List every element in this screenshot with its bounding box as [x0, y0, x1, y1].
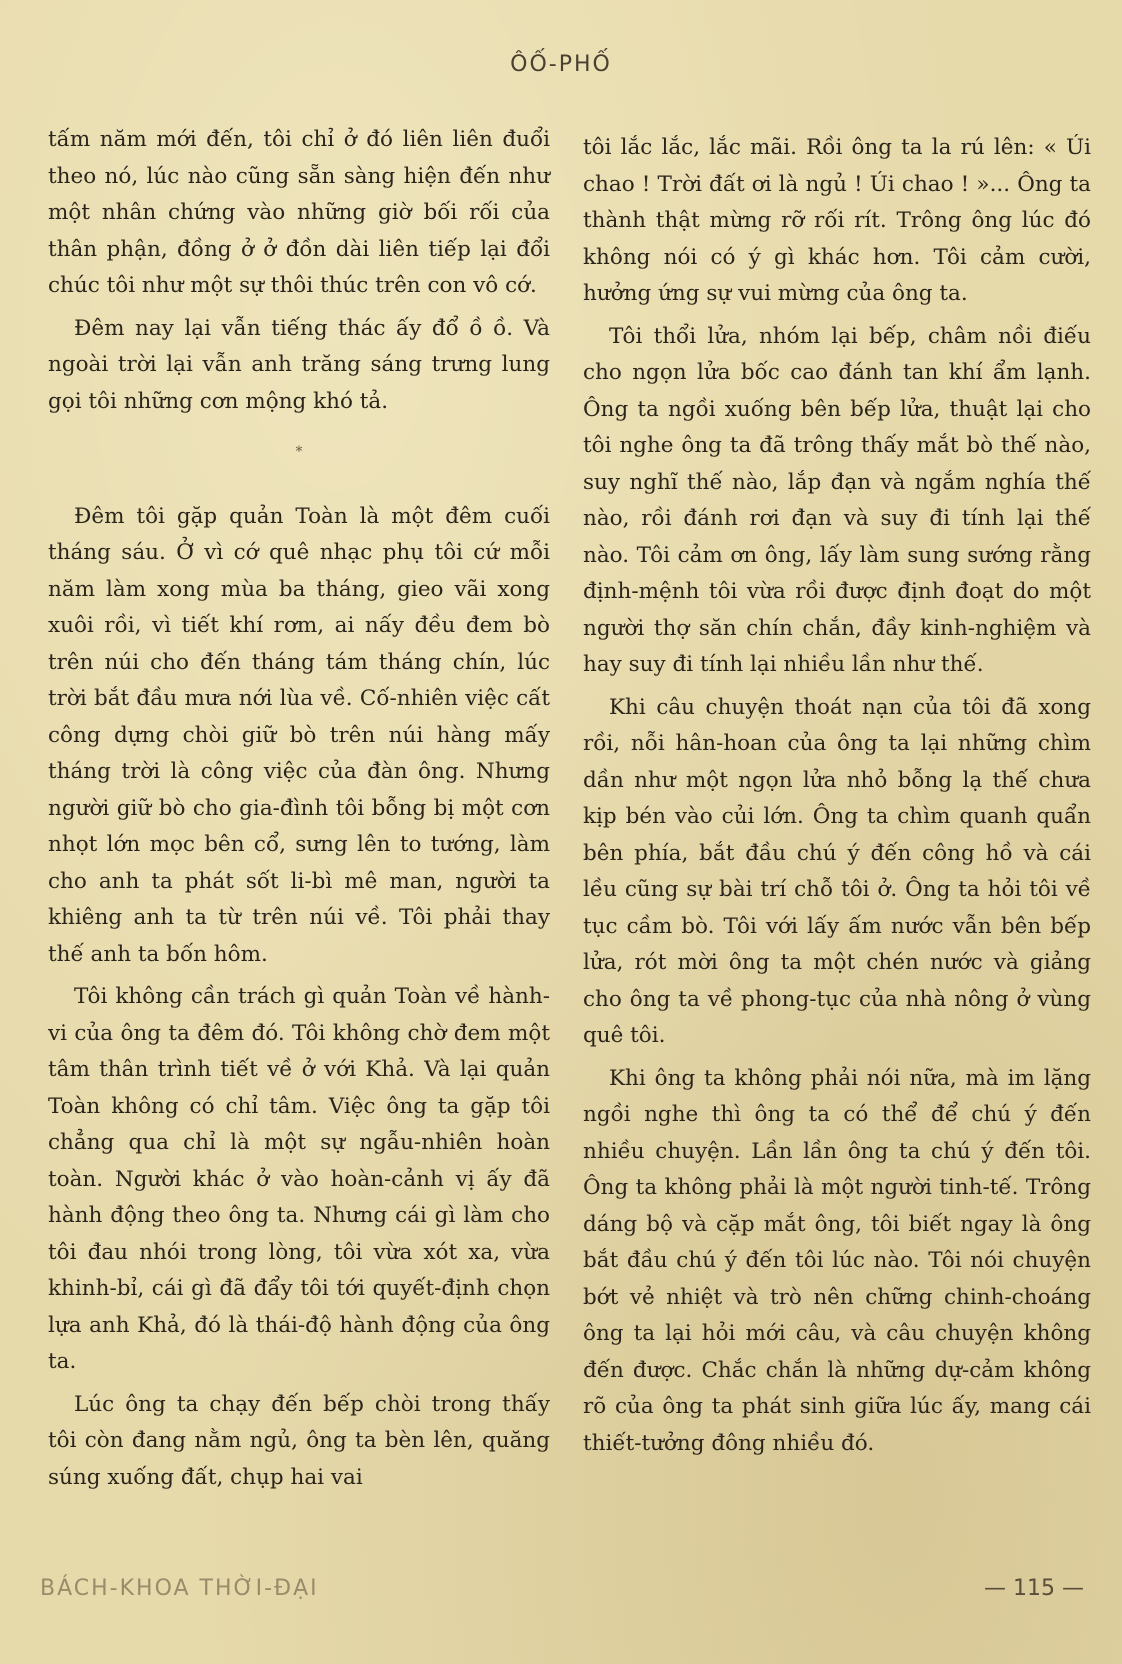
left-paragraph-2: Đêm nay lại vẫn tiếng thác ấy đổ ồ ồ. Và ngoài trời lại vẫn anh trăng sáng trưng lung gọi tôi những cơn mộng khó tả.	[48, 315, 550, 414]
left-paragraph-1: tấm năm mới đến, tôi chỉ ở đó liên liên đuổi theo nó, lúc nào cũng sẵn sàng hiện đến như một nhân chứng vào những giờ bối rối của thân phận, đồng ở ở đồn dài liên tiếp lại đổi chúc tôi như một sự thôi thúc trên con vô cớ.	[48, 127, 550, 298]
right-paragraph-3: Khi câu chuyện thoát nạn của tôi đã xong rồi, nỗi hân-hoan của ông ta lại những chìm dần như một ngọn lửa nhỏ bỗng lạ thế chưa kịp bén vào củi lớn. Ông ta chìm quanh quẩn bên phía, bắt đầu chú ý đến công hồ và cái lều cũng sự bài trí chỗ tôi ở. Ông ta hỏi tôi về tục cầm bò. Tôi với lấy ấm nước vẫn bên bếp lửa, rót mời ông ta một chén nước và giảng cho ông ta về phong-tục của nhà nông ở vùng quê tôi.	[583, 694, 1091, 1048]
left-paragraph-5: Lúc ông ta chạy đến bếp chòi trong thấy tôi còn đang nằm ngủ, ông ta bèn lên, quăng súng xuống đất, chụp hai vai	[48, 1391, 550, 1490]
left-column	[48, 122, 550, 1502]
right-column	[583, 130, 1091, 1468]
right-paragraph-4: Khi ông ta không phải nói nữa, mà im lặng ngồi nghe thì ông ta có thể để chú ý đến nhiều chuyện. Lần lần ông ta chú ý đến tôi. Ông ta không phải là một người tinh-tế. Trông dáng bộ và cặp mắt ông, tôi biết ngay là ông bắt đầu chú ý đến tôi lúc nào. Tôi nói chuyện bớt vẻ nhiệt và trò nên chững chinh-choáng ông ta lại hỏi mới câu, và câu chuyện không đến được. Chắc chắn là những dự-cảm không rõ của ông ta phát sinh giữa lúc ấy, mang cái thiết-tưởng đông nhiều đó.	[583, 1065, 1091, 1456]
left-paragraph-3: Đêm tôi gặp quản Toàn là một đêm cuối tháng sáu. Ở vì cớ quê nhạc phụ tôi cứ mỗi năm làm xong mùa ba tháng, gieo vãi xong xuôi rồi, vì tiết khí rơm, ai nấy đều đem bò trên núi cho đến tháng tám tháng chín, lúc trời bắt đầu mưa nới lùa về. Cố-nhiên việc cất công dựng chòi giữ bò trên núi hàng mấy tháng trời là công việc của đàn ông. Nhưng người giữ bò cho gia-đình tôi bỗng bị một cơn nhọt lớn mọc bên cổ, sưng lên to tướng, làm cho anh ta phát sốt li-bì mê man, người ta khiêng anh ta từ trên núi về. Tôi phải thay thế anh ta bốn hôm.	[48, 503, 550, 967]
page-header: ÔỐ-PHỐ	[510, 52, 612, 77]
section-separator: *	[295, 444, 303, 460]
page-number: — 115 —	[984, 1576, 1084, 1601]
magazine-name: BÁCH-KHOA THỜI-ĐẠI	[40, 1576, 319, 1601]
right-paragraph-1: tôi lắc lắc, lắc mãi. Rồi ông ta la rú lên: « Úi chao ! Trời đất ơi là ngủ ! Úi chao ! »... Ông ta thành thật mừng rỡ rối rít. Trông ông lúc đó không nói có ý gì khác hơn. Tôi cảm cười, hưởng ứng sự vui mừng của ông ta.	[583, 135, 1091, 306]
right-paragraph-2: Tôi thổi lửa, nhóm lại bếp, châm nồi điếu cho ngọn lửa bốc cao đánh tan khí ẩm lạnh. Ông ta ngồi xuống bên bếp lửa, thuật lại cho tôi nghe ông ta đã trông thấy mắt bò thế nào, suy nghĩ thế nào, lắp đạn và ngắm nghía thế nào, rồi đánh rơi đạn và suy đi tính lại thế nào. Tôi cảm ơn ông, lấy làm sung sướng rằng định-mệnh tôi vừa rồi được định đoạt do một người thợ săn chín chắn, đầy kinh-nghiệm và hay suy đi tính lại nhiều lần như thế.	[583, 323, 1091, 677]
left-paragraph-4: Tôi không cần trách gì quản Toàn về hành-vi của ông ta đêm đó. Tôi không chờ đem một tâm thân trình tiết về ở với Khả. Và lại quản Toàn không có chỉ tâm. Việc ông ta gặp tôi chẳng qua chỉ là một sự ngẫu-nhiên hoàn toàn. Người khác ở vào hoàn-cảnh vị ấy đã hành động theo ông ta. Nhưng cái gì làm cho tôi đau nhói trong lòng, tôi vừa xót xa, vừa khinh-bỉ, cái gì đã đẩy tôi tới quyết-định chọn lựa anh Khả, đó là thái-độ hành động của ông ta.	[48, 984, 550, 1374]
